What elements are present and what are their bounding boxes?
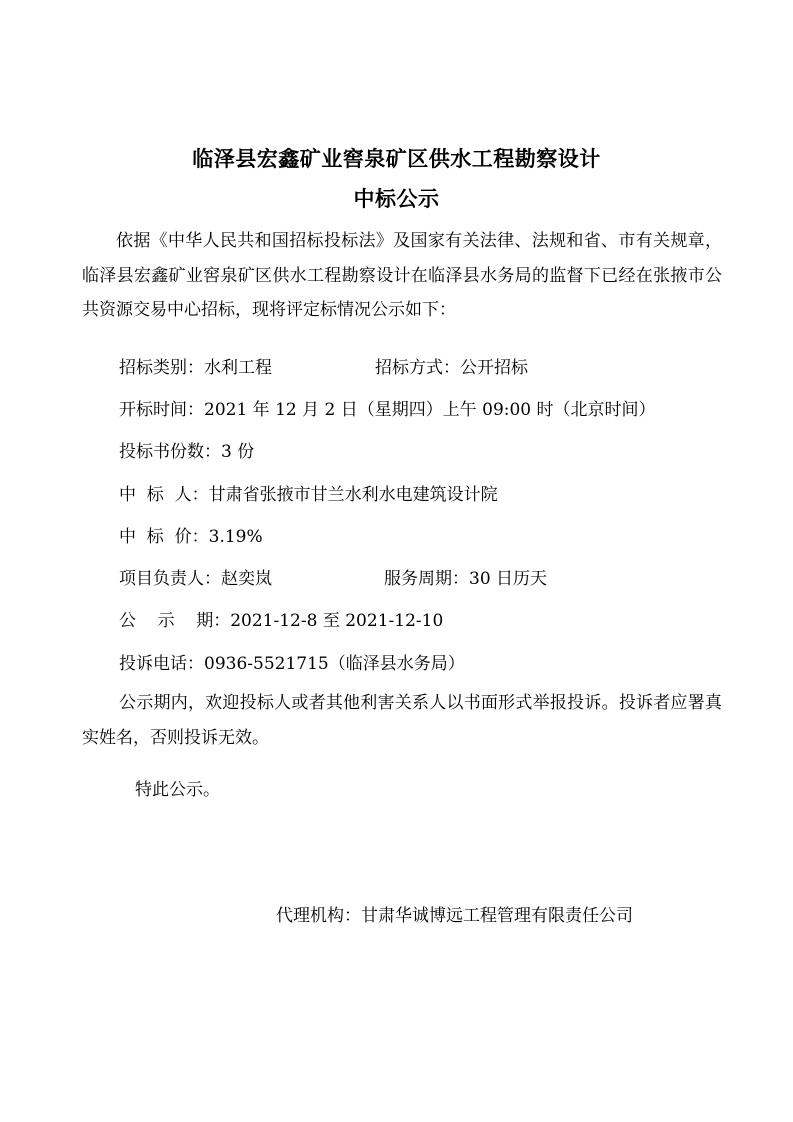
service-group xyxy=(384,568,547,590)
manager-value: 赵奕岚 xyxy=(221,569,272,589)
bid-method-value: 公开招标 xyxy=(460,358,528,378)
closing-text: 特此公示。 xyxy=(135,780,220,800)
bid-count-row xyxy=(119,441,254,463)
document-subtitle: 中标公示 xyxy=(353,187,440,211)
bid-method-label: 招标方式： xyxy=(375,358,460,378)
complaint-label: 投诉电话： xyxy=(119,654,204,674)
bid-category-label: 招标类别： xyxy=(119,358,204,378)
bid-method-group xyxy=(375,357,528,379)
service-label: 服务周期： xyxy=(384,569,469,589)
bid-count-label: 投标书份数： xyxy=(119,442,221,462)
winner-value: 甘肃省张掖市甘兰水利水电建筑设计院 xyxy=(208,485,498,505)
price-row xyxy=(119,526,263,548)
bid-category-row xyxy=(119,357,528,379)
intro-paragraph: 依据《中华人民共和国招标投标法》及国家有关法律、法规和省、市有关规章，临泽县宏鑫矿业窖泉矿区供水工程勘察设计在临泽县水务局的监督下已经在张掖市公共资源交易中心招标，现将评定标情况公示如下： xyxy=(82,231,722,320)
period-label: 公 示 期： xyxy=(119,611,231,631)
price-value: 3.19% xyxy=(208,527,263,547)
notice-paragraph: 公示期内，欢迎投标人或者其他利害关系人以书面形式举报投诉。投诉者应署真实姓名，否则投诉无效。 xyxy=(82,693,722,748)
period-value: 2021-12-8 至 2021-12-10 xyxy=(230,611,444,631)
winner-row xyxy=(119,484,498,506)
complaint-row xyxy=(119,653,465,675)
manager-row xyxy=(119,568,548,590)
winner-label: 中 标 人： xyxy=(119,485,209,505)
bid-count-value: 3 份 xyxy=(221,442,255,462)
period-row xyxy=(119,610,443,632)
complaint-value: 0936-5521715（临泽县水务局） xyxy=(204,654,465,674)
document-title: 临泽县宏鑫矿业窖泉矿区供水工程勘察设计 xyxy=(192,147,601,171)
agency-text: 代理机构：甘肃华诚博远工程管理有限责任公司 xyxy=(276,906,633,926)
service-value: 30 日历天 xyxy=(469,569,548,589)
open-time-value: 2021 年 12 月 2 日（星期四）上午 09:00 时（北京时间） xyxy=(204,400,656,420)
open-time-row xyxy=(119,399,656,421)
price-label: 中 标 价： xyxy=(119,527,209,547)
bid-category-value: 水利工程 xyxy=(204,358,272,378)
manager-label: 项目负责人： xyxy=(119,569,221,589)
open-time-label: 开标时间： xyxy=(119,400,204,420)
